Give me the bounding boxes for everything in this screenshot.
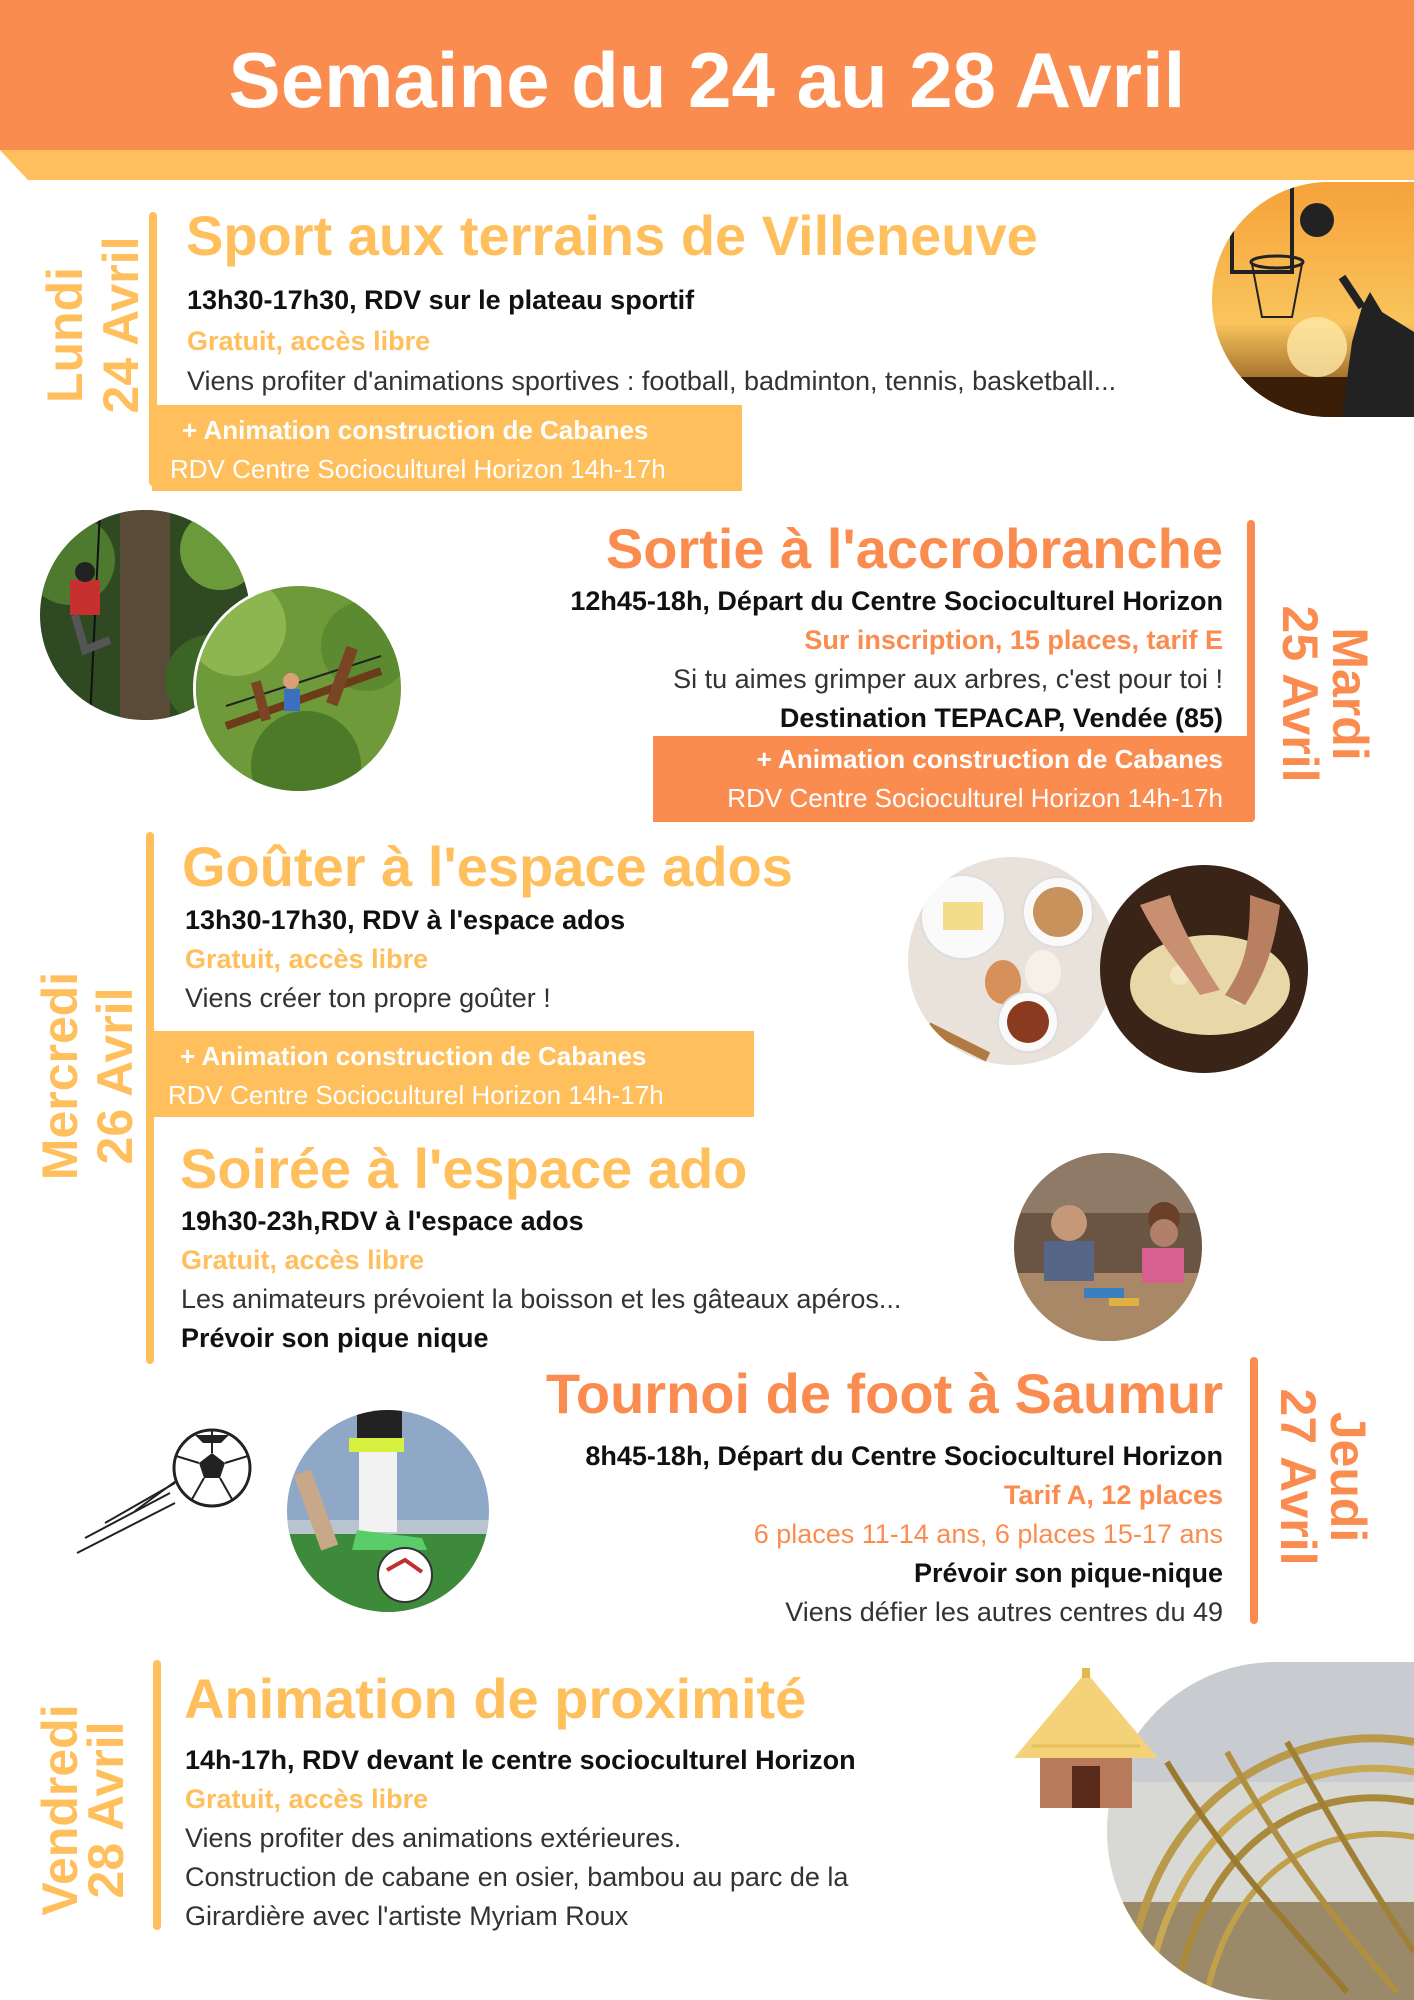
monday-cabanes-banner: [152, 405, 742, 491]
thursday-description: Viens défier les autres centres du 49: [785, 1597, 1223, 1627]
thursday-time: 8h45-18h, Départ du Centre Socioculturel Horizon: [585, 1441, 1223, 1471]
basketball-photo: [1212, 182, 1414, 417]
thursday-event-title: Tournoi de foot à Saumur: [545, 1362, 1223, 1425]
tuesday-divider: [1247, 520, 1255, 822]
gouter-time: 13h30-17h30, RDV à l'espace ados: [185, 905, 626, 935]
wednesday-day-label: Mercredi: [32, 971, 88, 1181]
hut-icon: [1012, 1668, 1160, 1810]
tuesday-day-label: Mardi: [1322, 627, 1378, 761]
page-title: Semaine du 24 au 28 Avril: [228, 36, 1186, 124]
friday-time: 14h-17h, RDV devant le centre socioculturel Horizon: [185, 1745, 856, 1775]
monday-banner-subtitle: RDV Centre Socioculturel Horizon 14h-17h: [170, 454, 666, 484]
tuesday-banner-title: + Animation construction de Cabanes: [756, 744, 1223, 774]
thursday-places: 6 places 11-14 ans, 6 places 15-17 ans: [753, 1519, 1223, 1549]
wednesday-cabanes-banner: [150, 1031, 754, 1117]
wednesday-banner-title: + Animation construction de Cabanes: [180, 1041, 647, 1071]
thursday-divider: [1250, 1357, 1258, 1624]
monday-time: 13h30-17h30, RDV sur le plateau sportif: [187, 285, 695, 315]
monday-date-label: 24 Avril: [93, 236, 149, 414]
thursday-day-label: Jeudi: [1320, 1411, 1376, 1543]
friday-date-label: 28 Avril: [78, 1721, 134, 1899]
soiree-description: Les animateurs prévoient la boisson et les gâteaux apéros...: [181, 1284, 902, 1314]
baking-ingredients-photo: [908, 857, 1116, 1065]
friday-event-title: Animation de proximité: [184, 1667, 807, 1730]
header-accent-band: [0, 150, 1414, 180]
tuesday-event-title: Sortie à l'accrobranche: [605, 517, 1223, 580]
friday-description-1: Viens profiter des animations extérieures.: [185, 1823, 682, 1853]
dough-hands-photo: [1100, 865, 1308, 1073]
monday-day-label: Lundi: [37, 266, 93, 404]
thursday-note: Prévoir son pique-nique: [913, 1558, 1223, 1588]
soccer-ball-icon: [75, 1423, 255, 1568]
friday-price: Gratuit, accès libre: [185, 1784, 429, 1814]
friday-divider: [153, 1660, 161, 1930]
monday-banner-title: + Animation construction de Cabanes: [182, 415, 649, 445]
wednesday-date-label: 26 Avril: [87, 987, 143, 1165]
thursday-date-label: 27 Avril: [1270, 1388, 1326, 1566]
tuesday-price: Sur inscription, 15 places, tarif E: [804, 625, 1223, 655]
gouter-event-title: Goûter à l'espace ados: [182, 835, 793, 898]
tuesday-banner-subtitle: RDV Centre Socioculturel Horizon 14h-17h: [727, 783, 1223, 813]
gouter-price: Gratuit, accès libre: [185, 944, 429, 974]
monday-price: Gratuit, accès libre: [187, 326, 431, 356]
friday-description-2: Construction de cabane en osier, bambou au parc de la: [185, 1862, 849, 1892]
soiree-note: Prévoir son pique nique: [181, 1323, 489, 1353]
friday-description-3: Girardière avec l'artiste Myriam Roux: [185, 1901, 629, 1931]
accrobranche-photo: [193, 583, 404, 794]
board-game-photo: [1014, 1153, 1202, 1341]
friday-day-label: Vendredi: [32, 1704, 88, 1916]
tuesday-destination: Destination TEPACAP, Vendée (85): [779, 703, 1223, 733]
monday-description: Viens profiter d'animations sportives : football, badminton, tennis, basketball...: [187, 366, 1117, 396]
tuesday-description: Si tu aimes grimper aux arbres, c'est pour toi !: [673, 664, 1223, 694]
tuesday-cabanes-banner: [653, 736, 1253, 822]
soiree-time: 19h30-23h,RDV à l'espace ados: [181, 1206, 584, 1236]
tuesday-time: 12h45-18h, Départ du Centre Socioculturel Horizon: [570, 586, 1223, 616]
tuesday-date-label: 25 Avril: [1272, 605, 1328, 783]
soiree-event-title: Soirée à l'espace ado: [180, 1137, 748, 1200]
soiree-price: Gratuit, accès libre: [181, 1245, 425, 1275]
wednesday-banner-subtitle: RDV Centre Socioculturel Horizon 14h-17h: [168, 1080, 664, 1110]
gouter-description: Viens créer ton propre goûter !: [185, 983, 551, 1013]
monday-event-title: Sport aux terrains de Villeneuve: [186, 204, 1038, 267]
thursday-price: Tarif A, 12 places: [1003, 1480, 1223, 1510]
